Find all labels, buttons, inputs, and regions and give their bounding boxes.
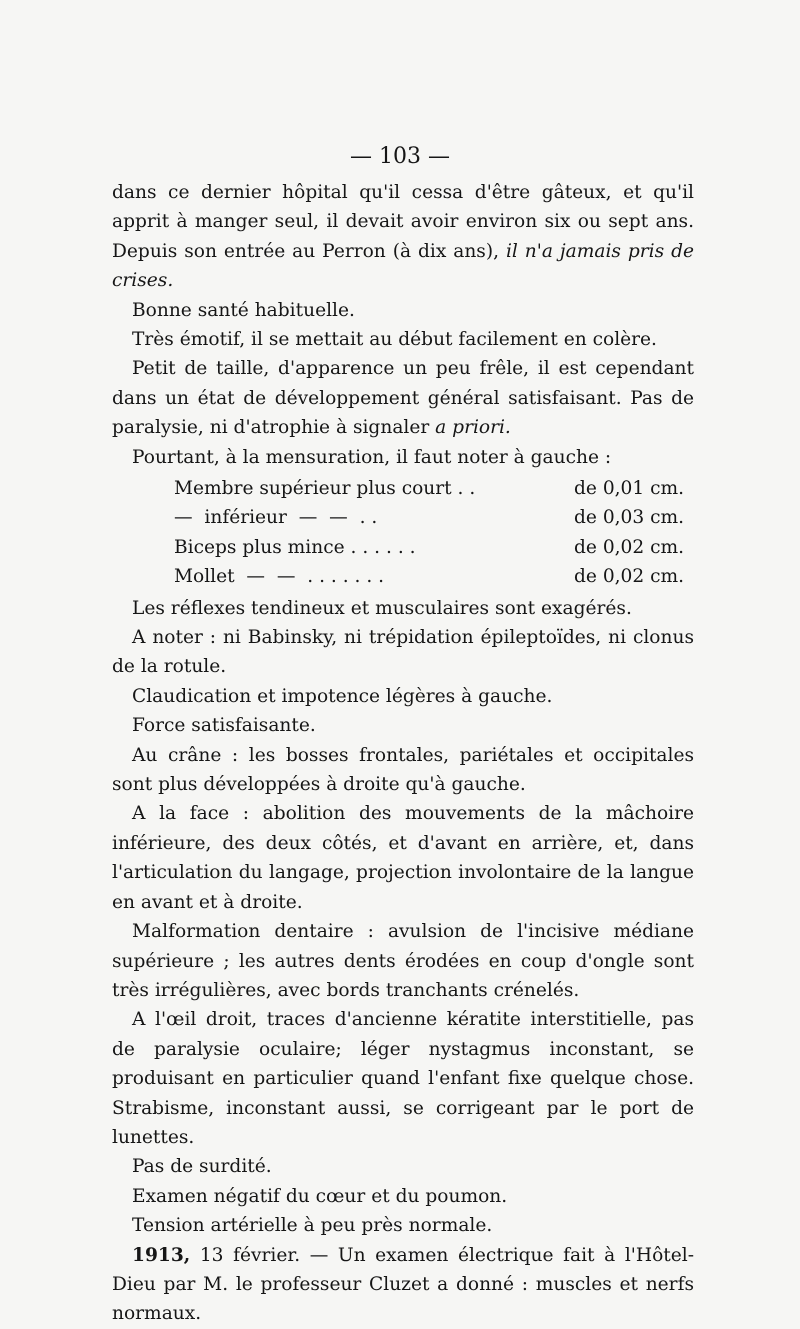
paragraph-4-emphasis: a priori.: [435, 417, 511, 439]
paragraph-17-text: 13 février. — Un examen électrique fait à l'Hôtel-Dieu par M. le professeur Cluzet a donné : muscles et nerfs normaux.: [112, 1244, 694, 1325]
paragraph-2: Bonne santé habituelle.: [132, 299, 355, 321]
paragraph-1: [112, 178, 694, 296]
measurement-label: Biceps plus mince . . . . . .: [174, 536, 416, 558]
paragraph-1-text: dans ce dernier hôpital qu'il cessa d'être gâteux, et qu'il apprit à manger seul, il devait avoir environ six ou sept ans. Depuis son entrée au Perron (à dix ans),: [112, 182, 694, 262]
measurement-row: [174, 503, 694, 532]
paragraph-5: Pourtant, à la mensuration, il faut noter à gauche :: [132, 446, 612, 468]
paragraph-9: Force satisfaisante.: [132, 715, 316, 737]
paragraph-7: A noter : ni Babinsky, ni trépidation épileptoïdes, ni clonus de la rotule.: [112, 627, 694, 678]
page-number: — 103 —: [350, 144, 450, 169]
measurement-row: [174, 562, 694, 591]
paragraph-15: Examen négatif du cœur et du poumon.: [132, 1185, 508, 1207]
paragraph-16: Tension artérielle à peu près normale.: [132, 1215, 493, 1237]
measurement-value: de 0,02 cm.: [574, 566, 685, 588]
paragraph-3: Très émotif, il se mettait au début facilement en colère.: [132, 329, 657, 351]
paragraph-12: Malformation dentaire : avulsion de l'incisive médiane supérieure ; les autres dents érodées en coup d'ongle sont très irrégulières, avec bords tranchants crénelés.: [112, 921, 694, 1001]
paragraph-14: Pas de surdité.: [132, 1156, 272, 1178]
paragraph-6: Les réflexes tendineux et musculaires sont exagérés.: [132, 597, 632, 619]
measurement-value: de 0,01 cm.: [574, 478, 685, 500]
paragraph-10: Au crâne : les bosses frontales, pariétales et occipitales sont plus développées à droite qu'à gauche.: [112, 744, 694, 796]
measurement-table: [174, 474, 694, 592]
measurement-row: [174, 474, 694, 503]
paragraph-11: A la face : abolition des mouvements de la mâchoire inférieure, des deux côtés, et d'avant en arrière, et, dans l'articulation du langage, projection involontaire de la langue en avant et à droite.: [112, 803, 694, 913]
paragraph-4-text: Petit de taille, d'apparence un peu frêle, il est cependant dans un état de développement général satisfaisant. Pas de paralysie, ni d'atrophie à signaler: [112, 358, 694, 439]
paragraph-13: A l'œil droit, traces d'ancienne kératite interstitielle, pas de paralysie oculaire; léger nystagmus inconstant, se produisant en particulier quand l'enfant fixe quelque chose. Strabisme, inconstant aussi, se corrigeant par le port de lunettes.: [112, 1009, 694, 1148]
body-text: [112, 178, 694, 1329]
paragraph-1-emphasis: il n'a jamais pris de crises.: [112, 240, 695, 292]
paragraph-17: [112, 1241, 694, 1329]
paragraph-8: Claudication et impotence légères à gauche.: [132, 685, 553, 707]
measurement-label: Membre supérieur plus court . .: [174, 478, 476, 500]
measurement-row: [174, 533, 694, 562]
measurement-label: — inférieur — — . .: [174, 507, 378, 529]
measurement-value: de 0,02 cm.: [574, 536, 685, 558]
measurement-label: Mollet — — . . . . . . .: [174, 566, 385, 588]
measurement-value: de 0,03 cm.: [574, 507, 685, 529]
paragraph-4: [112, 354, 694, 442]
year-label: 1913,: [132, 1244, 191, 1266]
